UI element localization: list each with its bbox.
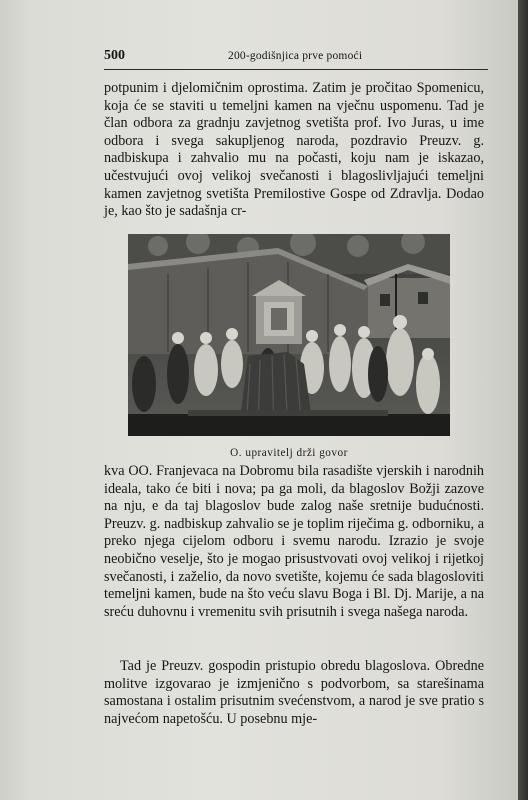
- paragraph-2: kva OO. Franjevaca na Dobromu bila rasadište vjerskih i narodnih ideala, tako će biti i nova; pa ga moli, da blagoslov Božji zazove na nju, e da taj blagoslov bude zalog naše sretnije budućnosti. Preuzv. g. nadbiskup zahvalio se je toplim riječima g. odborniku, a preko njega cijelom odboru i svemu narodu. Izrazio je svoje neobično veselje, što je mogao prisustvovati ovoj velikoj i rijetkoj svečanosti, i zaželio, da novo svetište, kojemu će sada blagosloviti temeljni kamen, bude na što veću slavu Boga i Bl. Dj. Marije, a na sreću duhovnu i vremenitu svih prisutnih i svega našega naroda.: [104, 463, 484, 620]
- running-title: 200-godišnjica prve pomoći: [228, 50, 363, 62]
- photo-caption: O. upravitelj drži govor: [230, 447, 348, 459]
- ceremony-photo-illustration: [128, 234, 450, 436]
- paragraph-3: Tad je Preuzv. gospodin pristupio obredu blagoslova. Obredne molitve izgovarao je izmjenično s podvorbom, sa starešinama samostana i ostalim prisutnim svećenstvom, a narod je sve pratio s najvećom napetošću. U posebnu mje-: [104, 658, 484, 727]
- header-rule: [104, 69, 488, 70]
- paragraph-1: potpunim i djelomičnim oprostima. Zatim je pročitao Spomenicu, koja će se staviti u temeljni kamen na vječnu uspomenu. Tad je član odbora za gradnju zavjetnog svetišta prof. Ivo Juras, u ime odbora i svega sakupljenog naroda, pozdravio Preuzv. g. nadbiskupa i zahvalio mu na počasti, koju nam je iskazao, učestvujući ovoj velikoj svečanosti i blagoslivljajući temeljni kamen zavjetnog svetišta Premilostive Gospe od Zdravlja. Dodao je, kao što je sadašnja cr-: [104, 80, 484, 220]
- page-number: 500: [104, 48, 125, 63]
- book-spine-shadow: [518, 0, 528, 800]
- page-header: [104, 48, 484, 68]
- ceremony-photo: [128, 234, 450, 436]
